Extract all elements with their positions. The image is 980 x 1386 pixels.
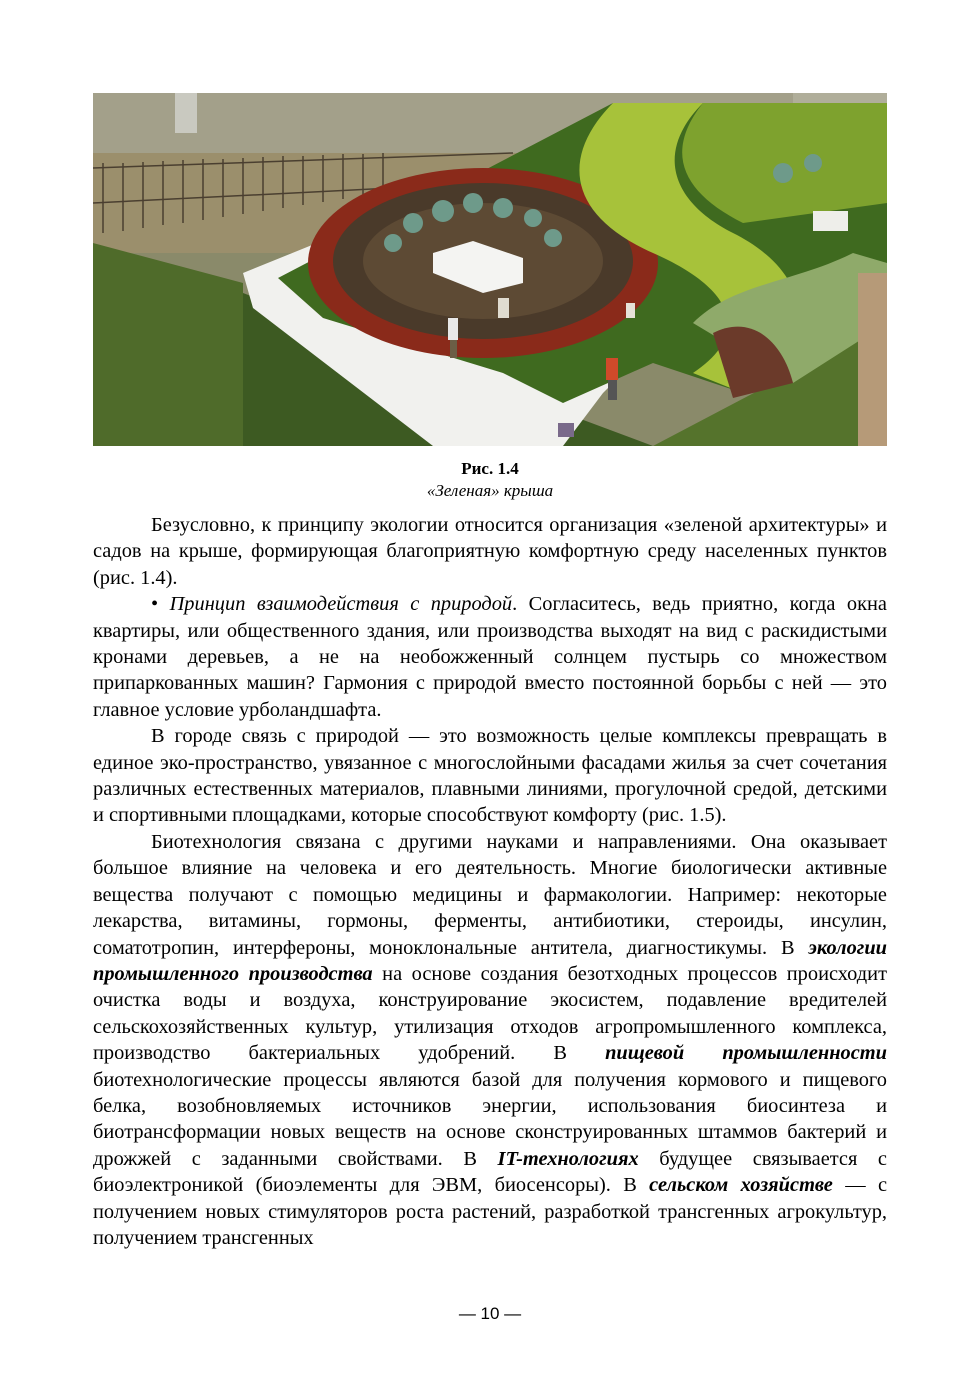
paragraph xyxy=(93,829,887,1252)
figure-caption xyxy=(93,458,887,502)
figure-number: Рис. 1.4 xyxy=(461,459,519,478)
paragraph-text: . Согласитесь, ведь приятно, когда окна квартиры, или общественного здания, или производства выходят на вид с раскидистыми кронами деревьев, а не на необожженный солнцем пустырь со множеством припаркованных машин? Гармония с природой вместо постоянной борьбы с ней — это главное условие урболандшафта. xyxy=(93,593,887,721)
body-text xyxy=(93,512,887,1251)
paragraph-text: — с получением новых стимуляторов роста растений, разработкой трансгенных агрокультур, получением трансгенных xyxy=(93,1174,888,1249)
green-roof-photo xyxy=(93,93,887,446)
paragraph-text: будущее связывается с биоэлектроникой (биоэлементы для ЭВМ, биосенсоры). В xyxy=(93,1147,887,1197)
figure-title: «Зеленая» крыша xyxy=(426,481,554,500)
bullet: • xyxy=(151,593,159,616)
page-number: — 10 — xyxy=(458,1304,522,1323)
paragraph-text: биотехнологические процессы являются базой для получения кормового и пищевого белка, возобновляемых источников энергии, использования биосинтеза и биотрансформации новых веществ на основе сконструированных штаммов бактерий и дрожжей с заданными свойствами. В xyxy=(93,1068,887,1170)
emphasis-term: экологии промышленного производства xyxy=(93,936,887,985)
paragraph-text: на основе создания безотходных процессов происходит очистка воды и воздуха, конструирование экосистем, подавление вредителей сельскохозяйственных культур, утилизация отходов агропромышленного комплекса, производство бактериальных удобрений. В xyxy=(93,962,887,1065)
principle-term: Принцип взаимодействия с природой xyxy=(169,593,513,616)
paragraph: В городе связь с природой — это возможность целые комплексы превращать в единое эко-пространство, увязанное с многослойными фасадами жилья за счет сочетания различных естественных материалов, плавными линиями, прогулочной средой, детскими и спортивными площадками, которые способствуют комфорту (рис. 1.5). xyxy=(93,725,887,827)
paragraph xyxy=(93,591,887,723)
emphasis-term: IT-технологиях xyxy=(497,1147,639,1170)
emphasis-term: сельском хозяйстве xyxy=(649,1174,833,1197)
emphasis-term: пищевой промышленности xyxy=(605,1042,887,1065)
paragraph: Безусловно, к принципу экологии относится организация «зеленой архитектуры» и садов на крыше, формирующая благоприятную комфортную среду населенных пунктов (рис. 1.4). xyxy=(93,514,887,589)
paragraph-text: Биотехнология связана с другими науками и направлениями. Она оказывает большое влияние на человека и его деятельность. Многие биологически активные вещества получают с помощью медицины и фармакологии. Например: некоторые лекарства, витамины, гормоны, ферменты, антибиотики, стероиды, инсулин, соматотропин, интерфероны, моноклональные антитела, диагностикумы. В xyxy=(93,830,887,959)
